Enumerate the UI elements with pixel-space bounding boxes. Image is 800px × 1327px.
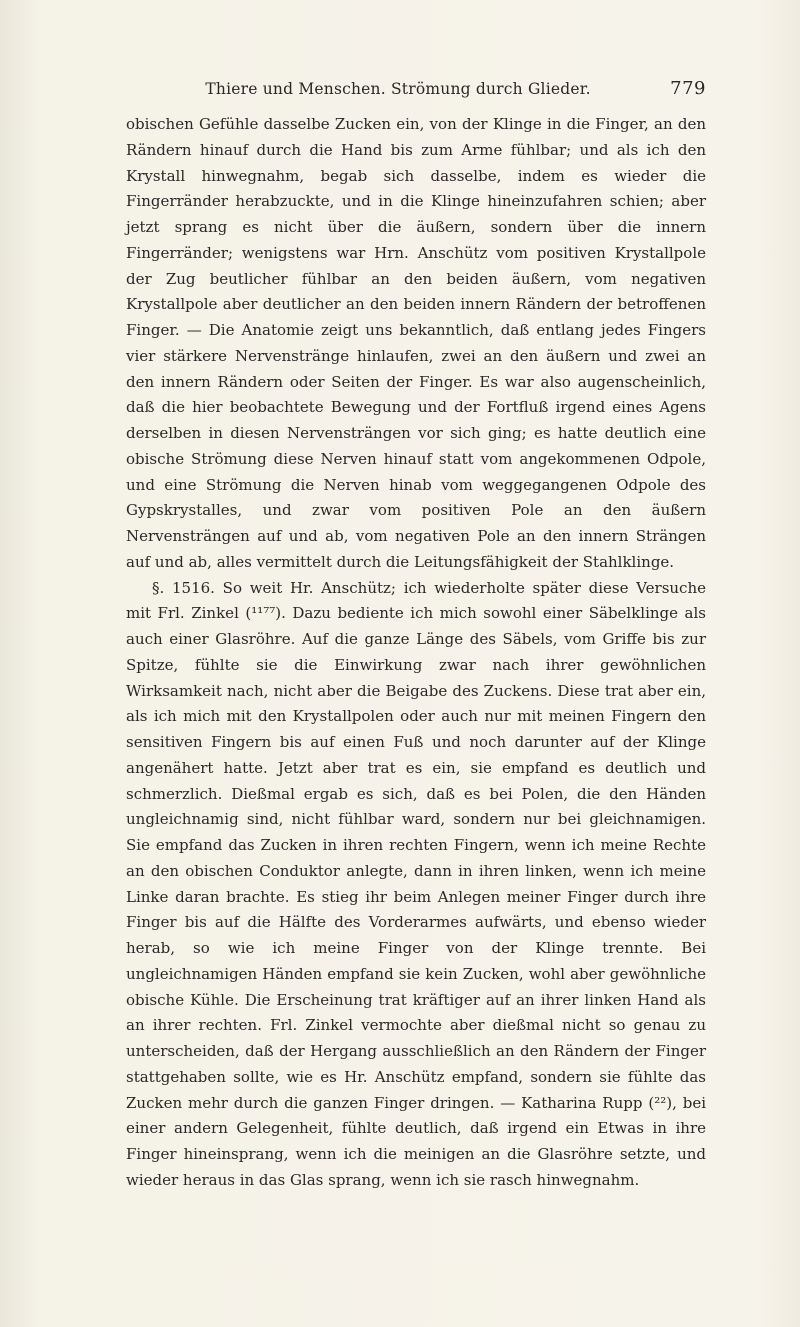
running-head-title: Thiere und Menschen. Strömung durch Glieder.: [205, 80, 591, 98]
body-text: [126, 112, 706, 1194]
paragraph-continuation: obischen Gefühle dasselbe Zucken ein, von der Klinge in die Finger, an den Rändern hinauf durch die Hand bis zum Arme fühlbar; und als ich den Krystall hinwegnahm, begab sich dasselbe, indem es wieder die Fingerränder herabzuckte, und in die Klinge hineinzufahren schien; aber jetzt sprang es nicht über die äußern, sondern über die innern Fingerränder; wenigstens war Hrn. Anschütz vom positiven Krystallpole der Zug beutlicher fühlbar an den beiden äußern, vom negativen Krystallpole aber deutlicher an den beiden innern Rändern der betroffenen Finger. — Die Anatomie zeigt uns bekanntlich, daß entlang jedes Fingers vier stärkere Nervenstränge hinlaufen, zwei an den äußern und zwei an den innern Rändern oder Seiten der Finger. Es war also augenscheinlich, daß die hier beobachtete Bewegung und der Fortfluß irgend eines Agens derselben in diesen Nervensträngen vor sich ging; es hatte deutlich eine obische Strömung diese Nerven hinauf statt vom angekommenen Odpole, und eine Strömung die Nerven hinab vom weggegangenen Odpole des Gypskrystalles, und zwar vom positiven Pole an den äußern Nervensträngen auf und ab, vom negativen Pole an den innern Strängen auf und ab, alles vermittelt durch die Leitungsfähigkeit der Stahlklinge.: [126, 115, 706, 571]
running-head: [126, 78, 706, 99]
paragraph-section-1516: §. 1516. So weit Hr. Anschütz; ich wiederholte später diese Versuche mit Frl. Zinkel (¹¹⁷⁷). Dazu bediente ich mich sowohl einer Säbelklinge als auch einer Glasröhre. Auf die ganze Länge des Säbels, vom Griffe bis zur Spitze, fühlte sie die Einwirkung zwar nach ihrer gewöhnlichen Wirksamkeit nach, nicht aber die Beigabe des Zuckens. Diese trat aber ein, als ich mich mit den Krystallpolen oder auch nur mit meinen Fingern den sensitiven Fingern bis auf einen Fuß und noch darunter auf der Klinge angenähert hatte. Jetzt aber trat es ein, sie empfand es deutlich und schmerzlich. Dießmal ergab es sich, daß es bei Polen, die den Händen ungleichnamig sind, nicht fühlbar ward, sondern nur bei gleichnamigen. Sie empfand das Zucken in ihren rechten Fingern, wenn ich meine Rechte an den obischen Conduktor anlegte, dann in ihren linken, wenn ich meine Linke daran brachte. Es stieg ihr beim Anlegen meiner Finger durch ihre Finger bis auf die Hälfte des Vorderarmes aufwärts, und ebenso wieder herab, so wie ich meine Finger von der Klinge trennte. Bei ungleichnamigen Händen empfand sie kein Zucken, wohl aber gewöhnliche obische Kühle. Die Erscheinung trat kräftiger auf an ihrer linken Hand als an ihrer rechten. Frl. Zinkel vermochte aber dießmal nicht so genau zu unterscheiden, daß der Hergang ausschließlich an den Rändern der Finger stattgehaben sollte, wie es Hr. Anschütz empfand, sondern sie fühlte das Zucken mehr durch die ganzen Finger dringen. — Katharina Rupp (²²), bei einer andern Gelegenheit, fühlte deutlich, daß irgend ein Etwas in ihre Finger hineinsprang, wenn ich die meinigen an die Glasröhre setzte, und wieder heraus in das Glas sprang, wenn ich sie rasch hinwegnahm.: [126, 578, 706, 1189]
page-number: 779: [670, 78, 706, 99]
